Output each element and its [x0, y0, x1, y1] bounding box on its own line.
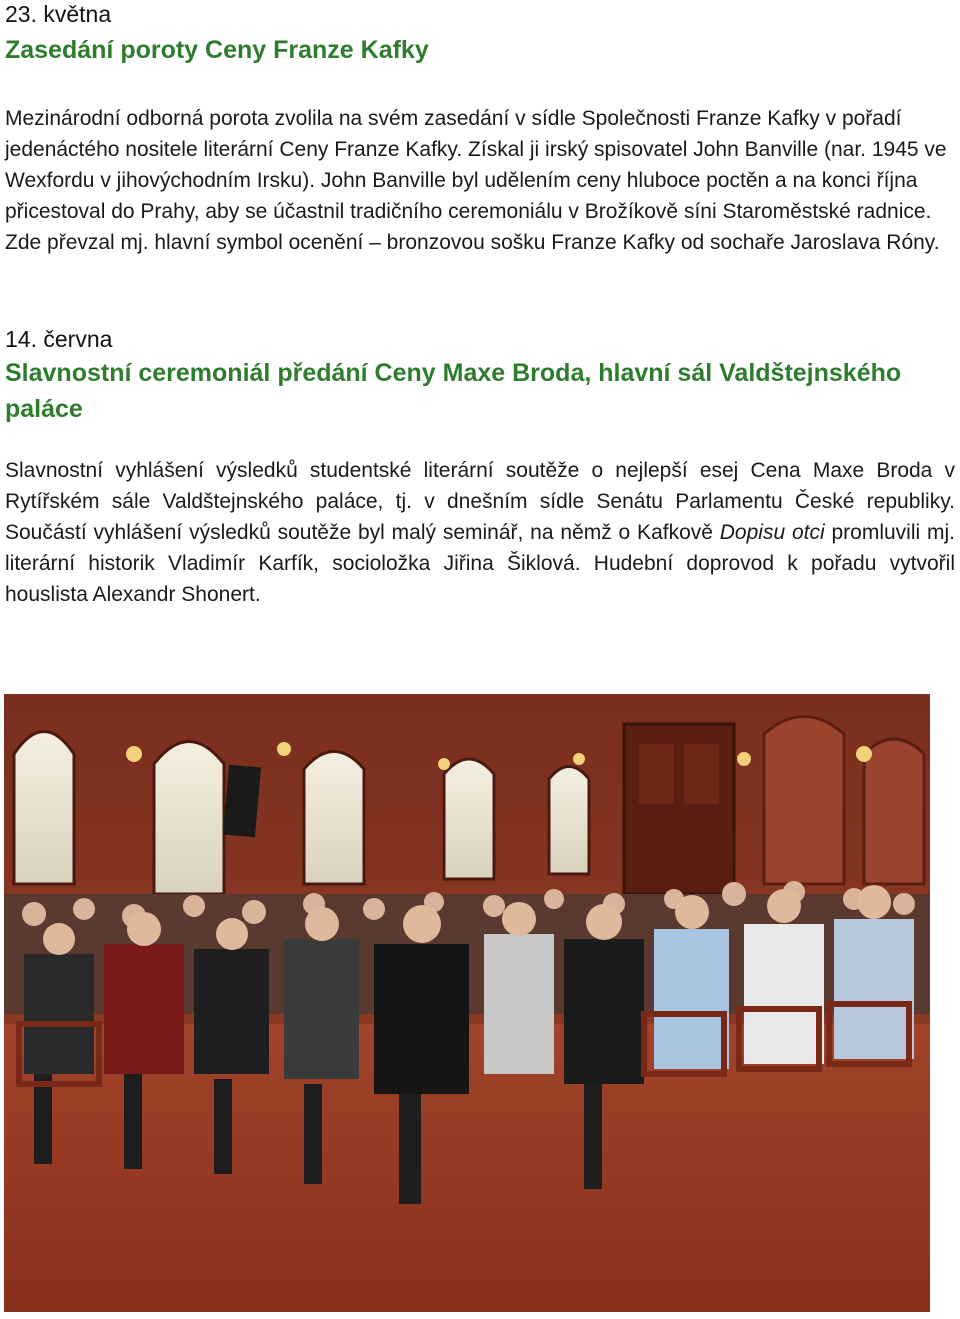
section-heading: Zasedání poroty Ceny Franze Kafky	[5, 36, 429, 64]
section-paragraph: Mezinárodní odborná porota zvolila na svém zasedání v sídle Společnosti Franze Kafky v pořadí jedenáctého nositele literární Ceny Franze Kafky. Získal ji irský spisovatel John Banville (nar. 1945 ve Wexfordu v jihovýchodním Irsku). John Banville byl udělením ceny hluboce poctěn a na konci října přicestoval do Prahy, aby se účastnil tradičního ceremoniálu v Brožíkově síni Staroměstské radnice. Zde převzal mj. hlavní symbol ocenění – bronzovou sošku Franze Kafky od sochaře Jaroslava Róny.	[5, 107, 947, 254]
paragraph-text: Slavnostní vyhlášení výsledků studentské literární soutěže o nejlepší esej Cena Maxe Broda v Rytířském sále Valdštejnského paláce, tj. v dnešním sídle Senátu Parlamentu České republiky. Součástí vyhlášení výsledků soutěže byl malý seminář, na němž o Kafkově	[5, 459, 955, 544]
section-heading: Slavnostní ceremoniál předání Ceny Maxe Broda, hlavní sál Valdštejnského paláce	[5, 359, 902, 423]
section-paragraph	[5, 455, 955, 610]
event-photo	[4, 694, 930, 1312]
section-date: 23. května	[5, 1, 112, 27]
paragraph-text: promluvili mj. literární historik Vladimír Karfík, socioložka Jiřina Šiklová. Hudební doprovod k pořadu vytvořil houslista Alexandr Shonert.	[5, 521, 955, 606]
book-title: Dopisu otci	[719, 521, 825, 544]
section-date: 14. června	[5, 326, 113, 352]
